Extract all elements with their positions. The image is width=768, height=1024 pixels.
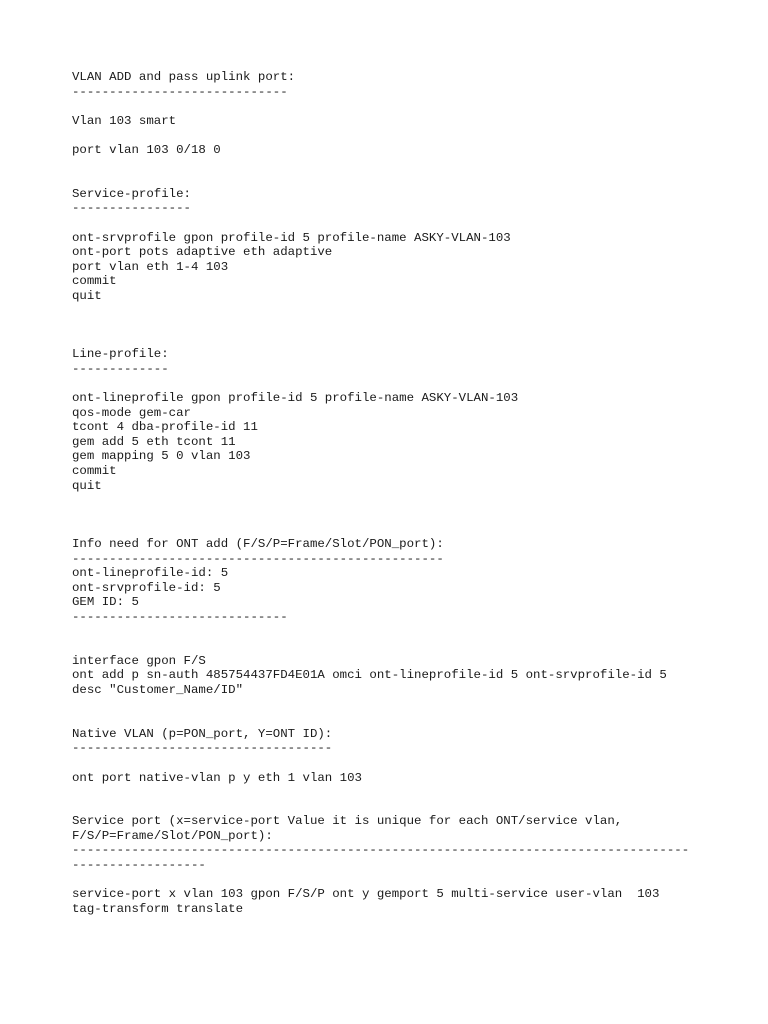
blank-line bbox=[72, 522, 732, 537]
separator-line: ------------- bbox=[72, 361, 169, 376]
separator-line: ----------------------------- bbox=[72, 609, 288, 624]
blank-line bbox=[72, 333, 732, 348]
separator-line: ------------------ bbox=[72, 858, 206, 873]
text-line: quit bbox=[72, 478, 102, 493]
blank-line bbox=[72, 873, 732, 888]
section-heading: VLAN ADD and pass uplink port: bbox=[72, 70, 296, 84]
separator-line: ---------------- bbox=[72, 201, 191, 216]
text-line: commit bbox=[72, 464, 117, 479]
text-line: tcont 4 dba-profile-id 11 bbox=[72, 420, 258, 435]
separator-line: ----------------------------------------------------------------------------------- bbox=[72, 843, 690, 858]
document-section bbox=[72, 70, 732, 187]
blank-line bbox=[72, 756, 732, 771]
section-heading: Service-profile: bbox=[72, 186, 191, 201]
text-line: qos-mode gem-car bbox=[72, 405, 191, 420]
document-page bbox=[72, 70, 732, 916]
text-line: gem add 5 eth tcont 11 bbox=[72, 434, 236, 449]
section-heading: Line-profile: bbox=[72, 347, 169, 362]
text-line: Service port (x=service-port Value it is unique for each ONT/service vlan, bbox=[72, 814, 623, 829]
blank-line bbox=[72, 508, 732, 523]
text-line: port vlan 103 0/18 0 bbox=[72, 142, 221, 157]
text-line: desc "Customer_Name/ID" bbox=[72, 682, 244, 697]
blank-line bbox=[72, 216, 732, 231]
blank-line bbox=[72, 376, 732, 391]
blank-line bbox=[72, 800, 732, 815]
blank-line bbox=[72, 493, 732, 508]
text-line: ont-port pots adaptive eth adaptive bbox=[72, 245, 333, 260]
blank-line bbox=[72, 158, 732, 173]
text-line: tag-transform translate bbox=[72, 901, 244, 916]
blank-line bbox=[72, 698, 732, 713]
text-line: gem mapping 5 0 vlan 103 bbox=[72, 449, 251, 464]
blank-line bbox=[72, 639, 732, 654]
document-section bbox=[72, 727, 732, 815]
section-heading: Info need for ONT add (F/S/P=Frame/Slot/PON_port): bbox=[72, 537, 444, 551]
text-line: ont port native-vlan p y eth 1 vlan 103 bbox=[72, 770, 362, 785]
text-line: ont add p sn-auth 485754437FD4E01A omci ont-lineprofile-id 5 ont-srvprofile-id 5 bbox=[72, 668, 667, 683]
text-line: ont-lineprofile-id: 5 bbox=[72, 566, 229, 581]
blank-line bbox=[72, 172, 732, 187]
text-line: port vlan eth 1-4 103 bbox=[72, 259, 229, 274]
section-heading: Native VLAN (p=PON_port, Y=ONT ID): bbox=[72, 726, 333, 741]
document-section bbox=[72, 537, 732, 727]
separator-line: ----------------------------- bbox=[72, 84, 288, 99]
text-line: interface gpon F/S bbox=[72, 653, 206, 668]
text-line: ont-srvprofile gpon profile-id 5 profile-name ASKY-VLAN-103 bbox=[72, 230, 511, 245]
blank-line bbox=[72, 99, 732, 114]
text-line: Vlan 103 smart bbox=[72, 113, 177, 128]
text-line: ont-srvprofile-id: 5 bbox=[72, 580, 221, 595]
text-line: F/S/P=Frame/Slot/PON_port): bbox=[72, 828, 273, 843]
text-line: GEM ID: 5 bbox=[72, 595, 139, 610]
text-line: quit bbox=[72, 288, 102, 303]
document-section bbox=[72, 187, 732, 348]
blank-line bbox=[72, 785, 732, 800]
blank-line bbox=[72, 304, 732, 319]
separator-line: -------------------------------------------------- bbox=[72, 551, 444, 566]
separator-line: ----------------------------------- bbox=[72, 741, 333, 756]
blank-line bbox=[72, 128, 732, 143]
blank-line bbox=[72, 625, 732, 640]
text-line: commit bbox=[72, 274, 117, 289]
blank-line bbox=[72, 318, 732, 333]
text-line: ont-lineprofile gpon profile-id 5 profile-name ASKY-VLAN-103 bbox=[72, 391, 519, 406]
document-section bbox=[72, 347, 732, 537]
text-line: service-port x vlan 103 gpon F/S/P ont y gemport 5 multi-service user-vlan 103 bbox=[72, 887, 660, 902]
document-section bbox=[72, 814, 732, 916]
blank-line bbox=[72, 712, 732, 727]
